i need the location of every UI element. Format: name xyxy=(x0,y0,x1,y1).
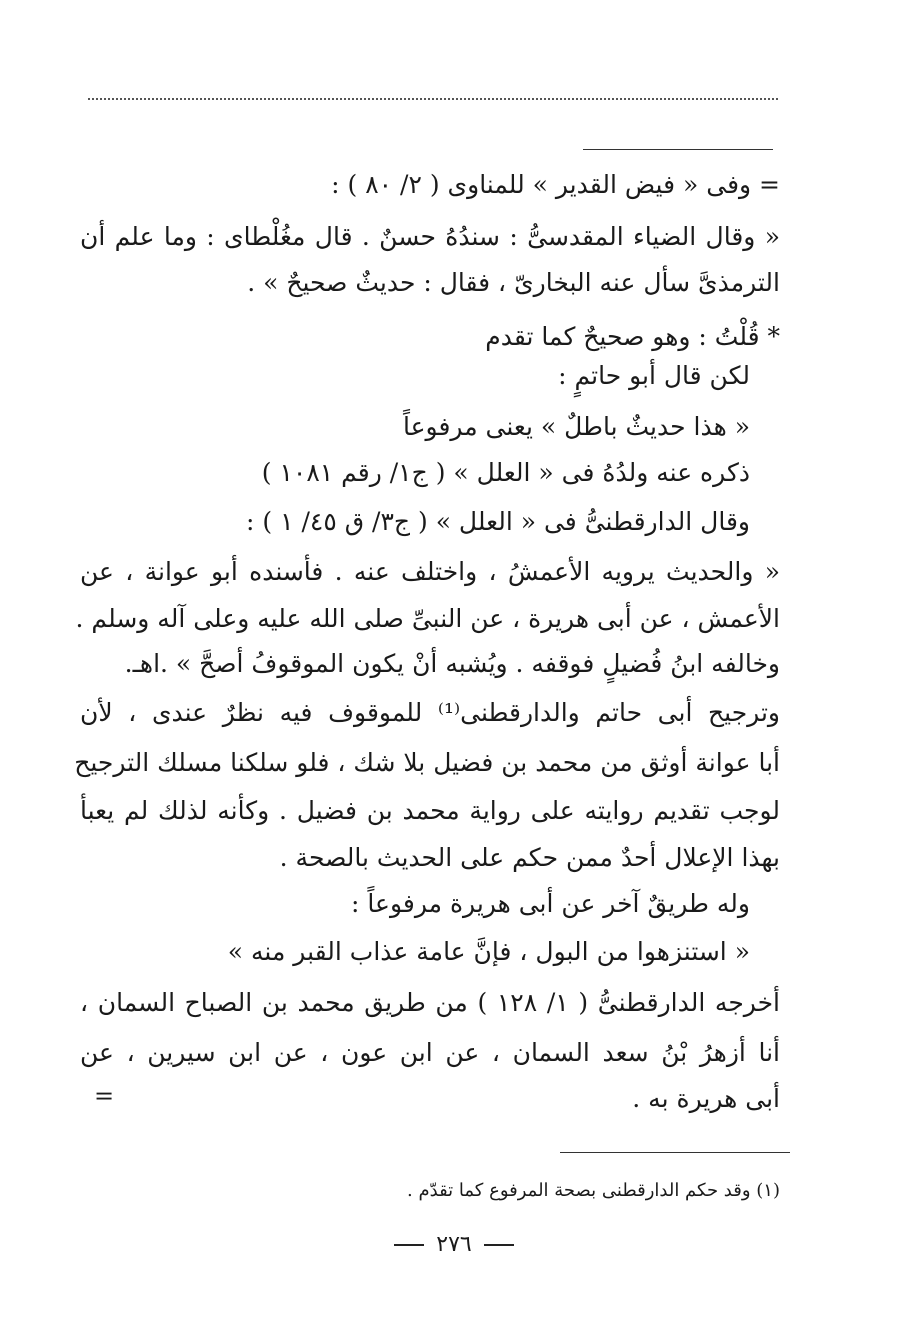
continuation-mark: = xyxy=(94,1082,115,1110)
text-line-13: أبا عوانة أوثق من محمد بن فضيل بلا شك ، فلو سلكنا مسلك الترجيح xyxy=(74,748,780,777)
text-line-4: * قُلْتُ : وهو صحيحٌ كما تقدم xyxy=(485,322,780,351)
text-line-18: أخرجه الدارقطنىُّ ( ١/ ١٢٨ ) من طريق محمد بن الصباح السمان ، xyxy=(80,988,780,1017)
page-number-dash-right xyxy=(484,1244,514,1246)
text-line-9: « والحديث يرويه الأعمشُ ، واختلف عنه . فأسنده أبو عوانة ، عن xyxy=(80,557,780,586)
text-line-12: وترجيح أبى حاتم والدارقطنى⁽¹⁾ للموقوف فيه نظرٌ عندى ، لأن xyxy=(80,698,780,727)
header-dotted-rule xyxy=(88,98,778,100)
top-short-rule xyxy=(583,149,773,150)
text-line-17: « استنزهوا من البول ، فإنَّ عامة عذاب القبر منه » xyxy=(227,937,750,966)
text-line-2: « وقال الضياء المقدسىُّ : سندُهُ حسنٌ . قال مغُلْطاى : وما علم أن xyxy=(80,222,780,251)
text-line-1: = وفى « فيض القدير » للمناوى ( ٢/ ٨٠ ) : xyxy=(331,170,780,199)
text-line-5: لكن قال أبو حاتمٍ : xyxy=(558,361,750,390)
page-number-dash-left xyxy=(394,1244,424,1246)
text-line-6: « هذا حديثٌ باطلٌ » يعنى مرفوعاً xyxy=(403,412,750,441)
footnote-text: (١) وقد حكم الدارقطنى بصحة المرفوع كما تقدّم . xyxy=(407,1180,780,1201)
text-line-10: الأعمش ، عن أبى هريرة ، عن النبىِّ صلى الله عليه وعلى آله وسلم . xyxy=(75,604,780,633)
page-number-value: ٢٧٦ xyxy=(436,1232,472,1257)
text-line-7: ذكره عنه ولدُهُ فى « العلل » ( ج١/ رقم ١٠٨١ ) xyxy=(261,458,750,487)
text-line-3: الترمذىَّ سأل عنه البخارىّ ، فقال : حديثٌ صحيحٌ » . xyxy=(247,268,780,297)
text-line-8: وقال الدارقطنىُّ فى « العلل » ( ج٣/ ق ٤٥/ ١ ) : xyxy=(246,507,750,536)
text-line-19: أنا أزهرُ بْنُ سعد السمان ، عن ابن عون ، عن ابن سيرين ، عن xyxy=(80,1038,780,1067)
text-line-15: بهذا الإعلال أحدٌ ممن حكم على الحديث بالصحة . xyxy=(279,843,780,872)
page-number xyxy=(0,1232,908,1257)
text-line-20: أبى هريرة به . xyxy=(632,1084,780,1113)
footnote-rule xyxy=(560,1152,790,1153)
text-line-14: لوجب تقديم روايته على رواية محمد بن فضيل . وكأنه لذلك لم يعبأ xyxy=(80,796,780,825)
text-line-16: وله طريقٌ آخر عن أبى هريرة مرفوعاً : xyxy=(351,889,750,918)
text-line-11: وخالفه ابنُ فُضيلٍ فوقفه . ويُشبه أنْ يكون الموقوفُ أصحَّ » .اهـ. xyxy=(124,649,780,678)
